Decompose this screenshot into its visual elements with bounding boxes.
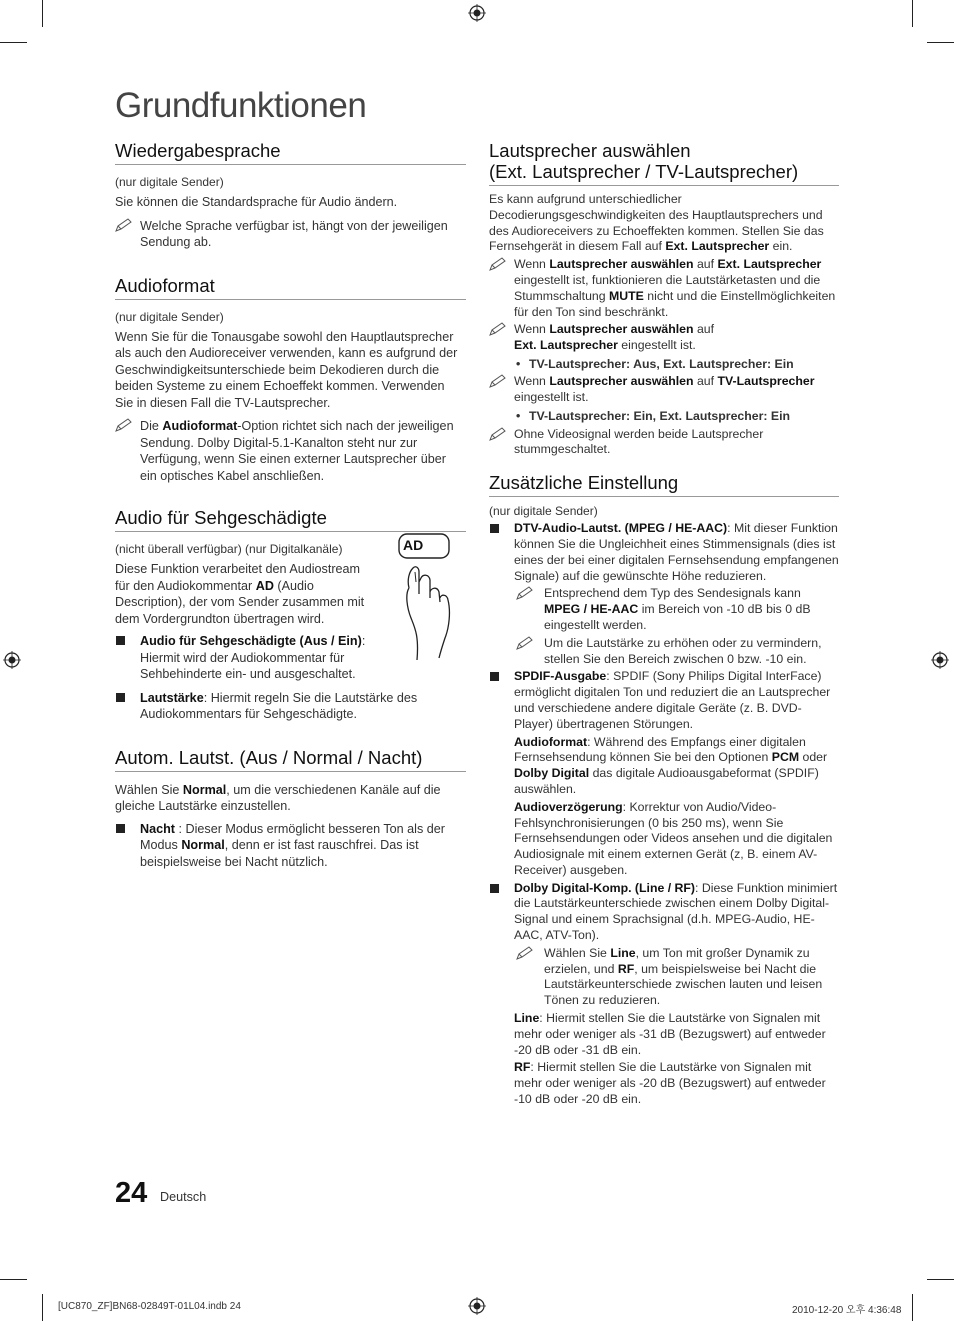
registration-mark-icon — [468, 4, 486, 22]
bullet-text-bold: Normal — [181, 838, 225, 852]
bullet-text: : Mit dieser Funktion können Sie die Ungleichheit eines Stimmensignals (dies ist eines der bei einer digitalen Fernsehsendung empfangenen Signale) auf die gewünschte Höhe reduzieren. — [514, 521, 839, 583]
bullet-text: , denn er ist fast rauschfrei. Das ist beispielsweise bei Nacht nützlich. — [140, 838, 419, 869]
bullet-square-icon — [116, 693, 125, 702]
print-file-info: [UC870_ZF]BN68-02849T-01L04.indb 24 — [58, 1301, 241, 1312]
bullet-square-icon — [116, 824, 125, 833]
note-text-bold: Lautsprecher auswählen — [549, 374, 694, 389]
note-text-bold: Lautsprecher auswählen — [549, 257, 694, 272]
bullet-square-icon — [490, 884, 499, 893]
registration-mark-icon — [931, 651, 949, 669]
crop-mark — [927, 1279, 954, 1280]
note-text: Um die Lautstärke zu erhöhen oder zu vermindern, stellen Sie den Bereich zwischen 0 bzw. -10 ein. — [544, 635, 822, 666]
sub-paragraph-label: Audioverzögerung — [514, 799, 623, 814]
bullet-square-icon — [116, 636, 125, 645]
crop-mark — [0, 1279, 27, 1280]
page-title: Grundfunktionen — [115, 86, 367, 125]
remote-ad-button-illustration — [389, 532, 469, 662]
note-text: eingestellt ist, funktionieren die Lautstärketasten und die Stummschaltung — [514, 272, 821, 303]
crop-mark — [912, 0, 913, 27]
dot-item-text: TV-Lautsprecher: Ein, Ext. Lautsprecher: Ein — [529, 409, 791, 424]
note — [115, 418, 466, 484]
bullet-label: Lautstärke — [140, 690, 204, 705]
bullet-text: : Dieser Modus ermöglicht besseren Ton als der Modus — [140, 821, 445, 852]
crop-mark — [912, 1294, 913, 1321]
sub-paragraph — [514, 1011, 839, 1058]
sub-paragraph-label: Audioformat — [514, 734, 588, 749]
section-autom-lautst — [115, 747, 466, 871]
note — [489, 257, 839, 320]
bullet-label: Nacht — [140, 821, 175, 836]
registration-mark-icon — [3, 651, 21, 669]
paragraph-text: Es kann aufgrund unterschiedlicher Decodierungsgeschwindigkeiten des Hauptlautsprechers und des Audioreceivers zu Echoeffekten kommen. Stellen Sie das Fernsehgerät in diesem Fall auf — [489, 192, 824, 254]
note-text-bold: RF — [617, 961, 635, 976]
note-text: Wenn — [514, 374, 550, 389]
paragraph-text: (Audio Description), der vom Sender zusammen mit dem Vordergrundton übertragen wird. — [115, 578, 365, 626]
sub-paragraph-text: : Während des Empfangs einer digitalen Fernsehsendung können Sie bei den Optionen — [514, 734, 806, 765]
note-pencil-icon — [115, 418, 135, 432]
bullet-label: Dolby Digital-Komp. (Line / RF) — [514, 880, 696, 895]
note-text: Ohne Videosignal werden beide Lautsprecher stummgeschaltet. — [514, 426, 764, 457]
note — [489, 322, 839, 354]
note-text: Entsprechend dem Typ des Sendesignals kann — [544, 586, 801, 601]
crop-mark — [927, 42, 954, 43]
note-pencil-icon — [516, 946, 536, 960]
note — [489, 427, 839, 459]
bullet-item — [115, 633, 377, 683]
note-pencil-icon — [489, 257, 509, 271]
paragraph-text: ein. — [769, 239, 793, 254]
note-text: im Bereich von -10 dB bis 0 dB eingestellt werden. — [544, 602, 811, 632]
note-text-bold: MUTE — [609, 288, 644, 303]
footer-language: Deutsch — [160, 1190, 207, 1204]
bullet-text: : Hiermit regeln Sie die Lautstärke des Audiokommentars für Sehgeschädigte. — [140, 690, 418, 721]
bullet-item — [489, 881, 839, 1108]
note-text: eingestellt ist. — [617, 338, 696, 353]
note-text: Welche Sprache verfügbar ist, hängt von der jeweiligen Sendung ab. — [140, 218, 448, 249]
paragraph-text: Wählen Sie — [115, 782, 183, 797]
paragraph-text-bold: AD — [255, 578, 274, 593]
section-heading: Wiedergabesprache — [115, 140, 466, 165]
note-text: Wenn — [514, 257, 550, 272]
section-audio-sehgeschaedigte — [115, 507, 466, 723]
bullet-label: SPDIF-Ausgabe — [514, 669, 607, 684]
note-text-bold: Audioformat — [162, 419, 238, 433]
crop-mark — [0, 42, 27, 43]
paragraph-text: , um die verschiedenen Kanäle auf die gleiche Lautstärke einzustellen. — [115, 782, 441, 813]
scope-note: (nicht überall verfügbar) (nur Digitalkanäle) — [115, 542, 343, 556]
sub-paragraph — [514, 735, 839, 798]
note-text: Wenn — [514, 322, 550, 337]
scope-note: (nur digitale Sender) — [115, 175, 224, 189]
sub-paragraph-text-bold: PCM — [771, 750, 800, 765]
section-wiedergabesprache — [115, 140, 466, 251]
section-lautsprecher-auswaehlen — [489, 140, 839, 458]
bullet-text: : Diese Funktion minimiert die Lautstärkeunterschiede zwischen einem Dolby Digital-Signal und einem Sprachsignal (d.h. MPEG-Audio, HE-AAC, ATV-Ton). — [514, 880, 838, 943]
note-text-bold: MPEG / HE-AAC — [544, 602, 639, 617]
ad-button-label: AD — [403, 537, 424, 553]
paragraph-text-bold: Ext. Lautsprecher — [665, 239, 770, 254]
note-text: auf — [693, 322, 715, 337]
left-column — [115, 140, 466, 870]
section-audioformat — [115, 275, 466, 485]
dot-item — [489, 408, 839, 425]
page-number: 24 — [115, 1177, 148, 1209]
bullet-square-icon — [490, 524, 499, 533]
note — [514, 586, 839, 633]
crop-mark — [42, 0, 43, 27]
note-text: auf — [693, 374, 718, 389]
note — [115, 218, 466, 251]
sub-paragraph-text: : Korrektur von Audio/Video-Fehlsynchronisierungen (0 bis 250 ms), wenn Sie Fernsehsendungen oder Videos ansehen und die digitalen Audiosignale mit einem externen Gerät (z, B. einem AV-Receiver) ausgeben. — [514, 799, 833, 877]
note-text-bold: Line — [610, 945, 636, 960]
bullet-item — [115, 821, 466, 871]
bullet-item — [489, 669, 839, 878]
bullet-square-icon — [490, 672, 499, 681]
note-pencil-icon — [489, 374, 509, 388]
sub-paragraph-label: RF — [514, 1060, 531, 1075]
sub-paragraph-text: : Hiermit stellen Sie die Lautstärke von Signalen mit mehr oder weniger als -20 dB (Bezugswert) auf entweder -10 dB oder -20 dB ein. — [514, 1060, 826, 1107]
section-heading: Zusätzliche Einstellung — [489, 472, 839, 497]
bullet-text: : SPDIF (Sony Philips Digital InterFace) ermöglicht digitalen Ton und reduziert die an Lautsprecher und verschiedene andere digitale Geräte (z. B. DVD-Player) übertragenen Störungen. — [514, 669, 831, 731]
bullet-label: Audio für Sehgeschädigte (Aus / Ein) — [140, 634, 362, 648]
section-zusaetzliche-einstellung — [489, 472, 839, 1108]
sub-paragraph-label: Line — [514, 1011, 540, 1026]
note-text: nicht und die Einstellmöglichkeiten für den Ton sind beschränkt. — [514, 288, 836, 319]
paragraph — [115, 561, 377, 627]
sub-paragraph-text: das digitale Audioausgabeformat (SPDIF) auswählen. — [514, 766, 819, 796]
section-heading: Autom. Lautst. (Aus / Normal / Nacht) — [115, 747, 466, 772]
note-text: , um beispielsweise bei Nacht die Lautstärkeunterschiede zwischen lauten und leisen Tönen zu reduzieren. — [544, 961, 823, 1008]
crop-mark — [42, 1294, 43, 1321]
note-text-bold: Lautsprecher auswählen — [549, 322, 694, 337]
note-pencil-icon — [516, 636, 536, 650]
registration-mark-icon — [468, 1297, 486, 1315]
section-heading: Audio für Sehgeschädigte — [115, 507, 466, 532]
bullet-item — [115, 690, 466, 723]
note-pencil-icon — [489, 427, 509, 441]
note-text: auf — [693, 257, 718, 272]
note-text-bold: TV-Lautsprecher — [717, 374, 815, 389]
note-text-bold: Ext. Lautsprecher — [717, 257, 822, 272]
paragraph: Wenn Sie für die Tonausgabe sowohl den Hauptlautsprecher als auch den Audioreceiver verwenden, kann es aufgrund der Geschwindigkeitsunterschiede beim Dekodieren durch die beiden Systeme zu einem Echoeffekt kommen. Verwenden Sie in diesen Fall die TV-Lautsprecher. — [115, 329, 458, 410]
sub-paragraph-text: oder — [799, 750, 828, 765]
note-text: eingestellt ist. — [514, 390, 589, 405]
section-heading — [489, 140, 839, 186]
note-pencil-icon — [516, 586, 536, 600]
dot-item — [489, 356, 839, 373]
note-text: Die — [140, 419, 163, 433]
note-text-bold: Ext. Lautsprecher — [514, 338, 618, 353]
paragraph — [115, 782, 466, 815]
section-heading: Audioformat — [115, 275, 466, 300]
note — [514, 946, 839, 1009]
bullet-item — [489, 521, 839, 667]
note — [514, 636, 839, 668]
note-text: , um Ton mit großer Dynamik zu erzielen, und — [544, 945, 810, 976]
note — [489, 374, 839, 406]
sub-paragraph-text-bold: Dolby Digital — [514, 766, 590, 781]
bullet-dot-icon: • — [516, 409, 521, 424]
sub-paragraph — [514, 800, 839, 879]
paragraph-text-bold: Normal — [182, 782, 227, 797]
paragraph — [489, 192, 839, 255]
note-text: -Option richtet sich nach der jeweiligen Sendung. Dolby Digital-5.1-Kanalton steht nur zur Verfügung, wenn Sie einen externer Lautsprecher über ein optisches Kabel anschließen. — [140, 419, 454, 483]
paragraph: Sie können die Standardsprache für Audio ändern. — [115, 195, 398, 209]
section-heading-line: (Ext. Lautsprecher / TV-Lautsprecher) — [489, 161, 799, 182]
paragraph-text: Diese Funktion verarbeitet den Audiostream für den Audiokommentar — [115, 562, 361, 593]
scope-note: (nur digitale Sender) — [115, 309, 224, 324]
section-heading-line: Lautsprecher auswählen — [489, 140, 691, 161]
sub-paragraph — [514, 1060, 839, 1107]
note-pencil-icon — [115, 218, 135, 232]
scope-note: (nur digitale Sender) — [489, 504, 598, 519]
bullet-text: : Hiermit wird der Audiokommentar für Sehbehinderte ein- und ausgeschaltet. — [140, 634, 366, 681]
right-column — [489, 140, 839, 1108]
note-text: Wählen Sie — [544, 945, 611, 960]
bullet-dot-icon: • — [516, 356, 521, 371]
note-pencil-icon — [489, 322, 509, 336]
bullet-label: DTV-Audio-Lautst. (MPEG / HE-AAC) — [514, 521, 728, 536]
print-date-info: 2010-12-20 오후 4:36:48 — [792, 1305, 902, 1316]
sub-paragraph-text: : Hiermit stellen Sie die Lautstärke von Signalen mit mehr oder weniger als -31 dB (Bezugswert) auf entweder -20 dB oder -31 dB ein. — [514, 1011, 826, 1057]
dot-item-text: TV-Lautsprecher: Aus, Ext. Lautsprecher: Ein — [529, 356, 794, 371]
